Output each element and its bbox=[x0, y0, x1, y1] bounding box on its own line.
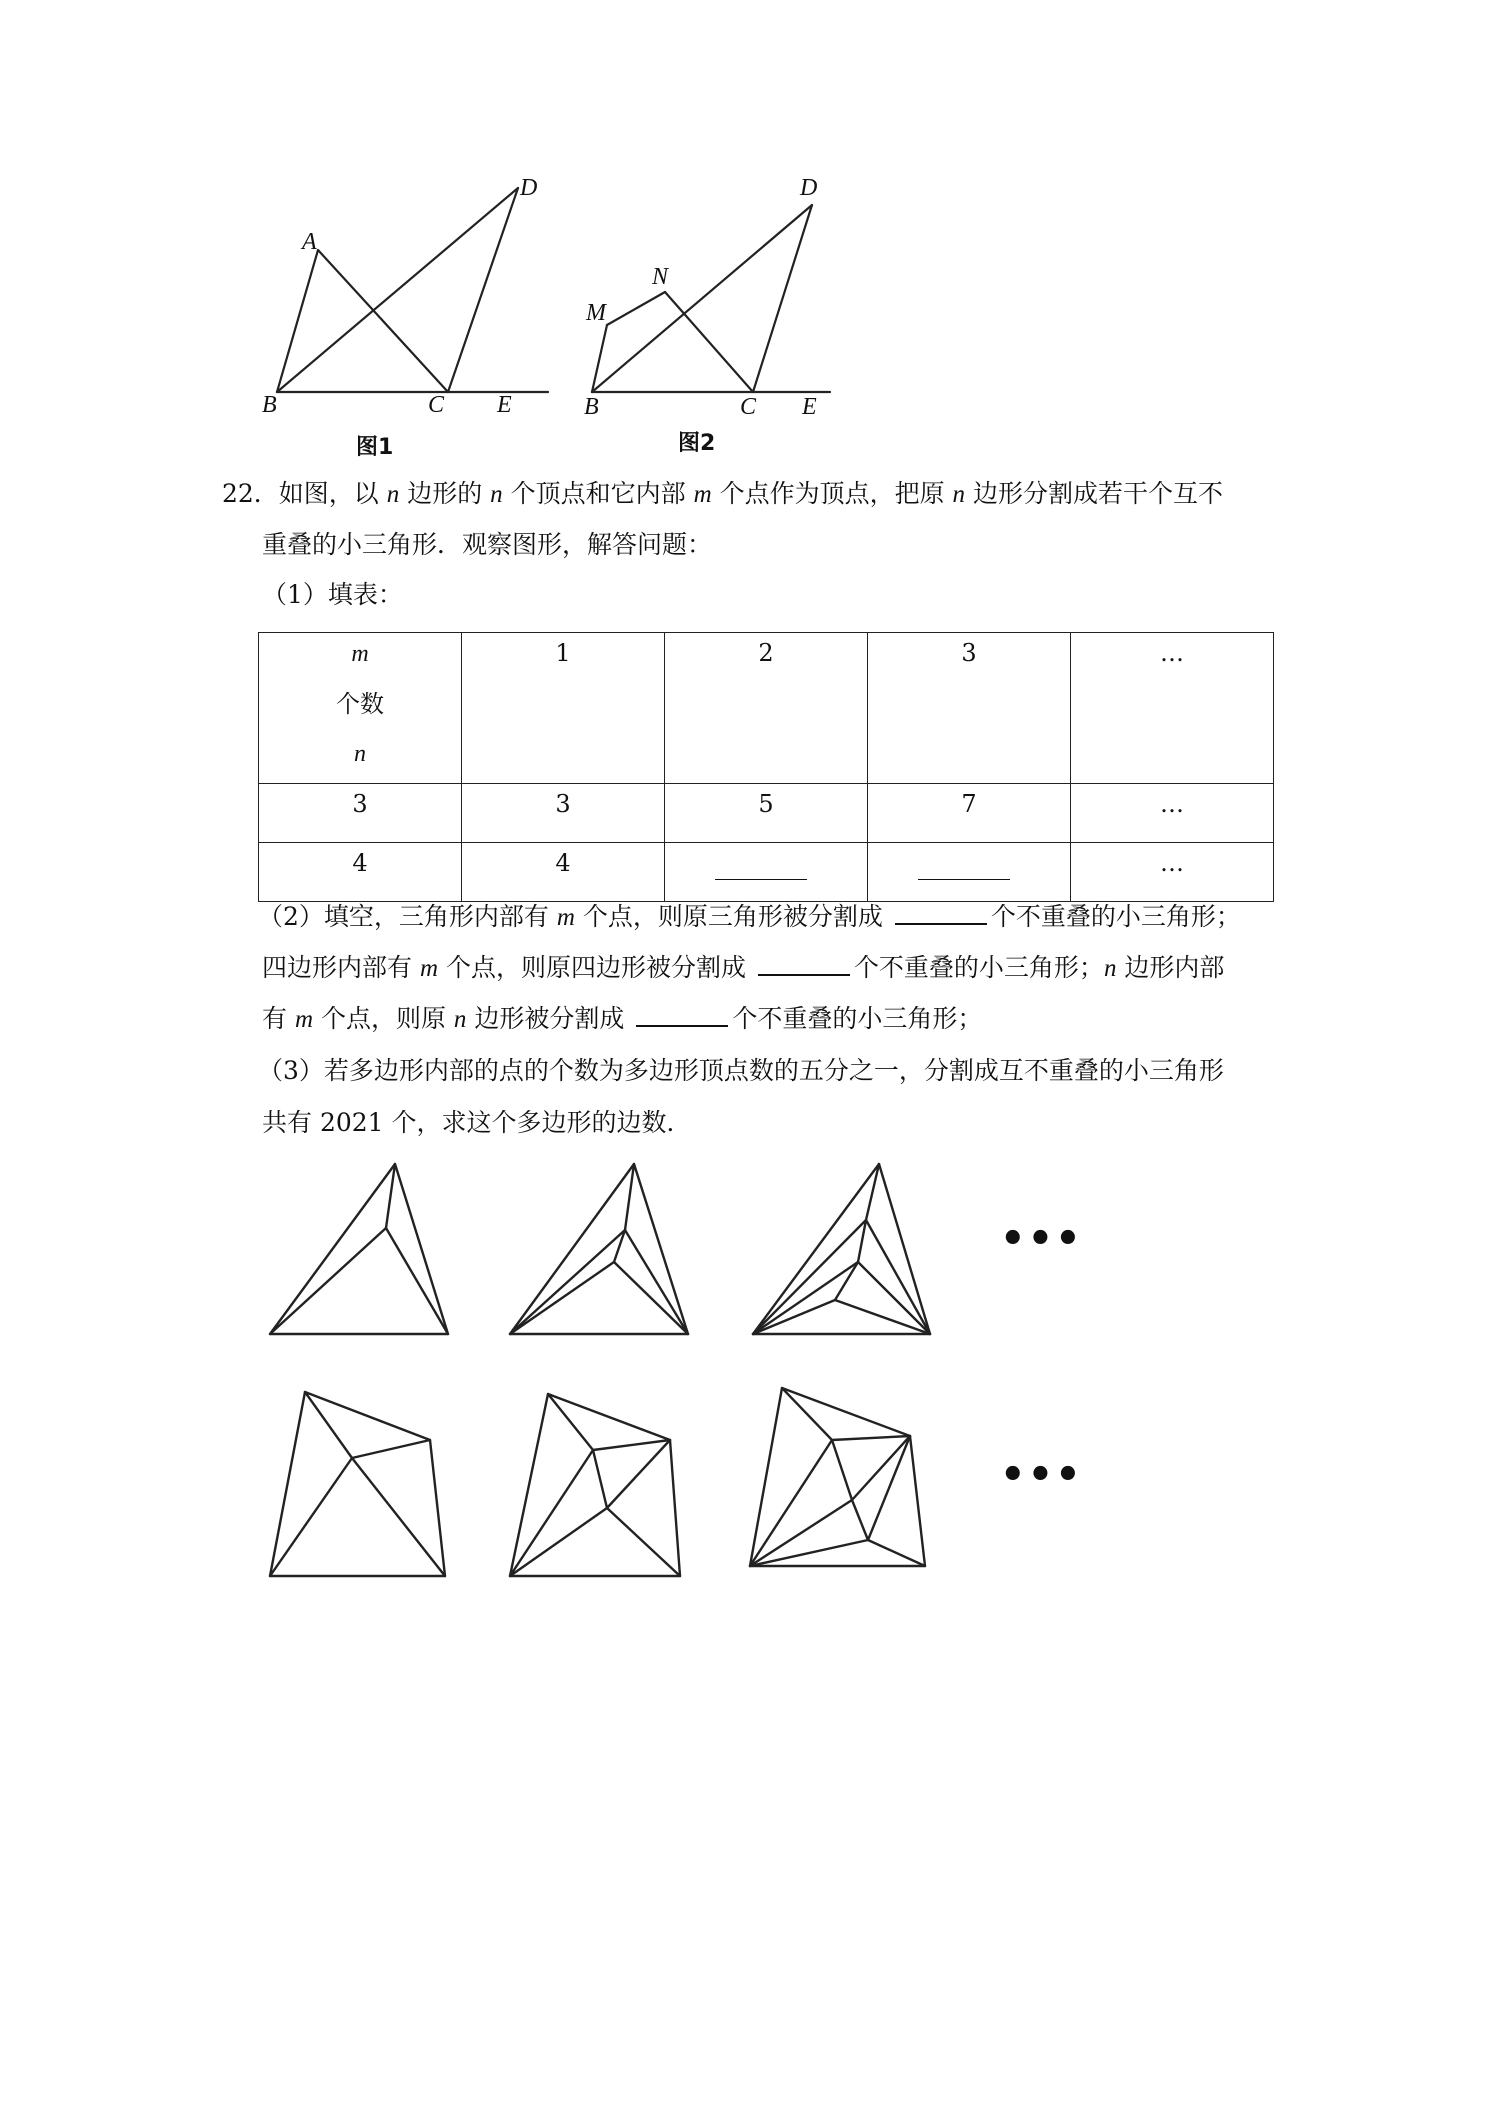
fig1-label-d: D bbox=[520, 175, 538, 201]
fig2-label-d: D bbox=[800, 175, 818, 201]
part2-text: 个点，则原 bbox=[313, 1004, 454, 1033]
header-n: n bbox=[354, 741, 366, 767]
triangle-m3 bbox=[753, 1164, 930, 1334]
part2-text: 个点，则原四边形被分割成 bbox=[438, 953, 754, 982]
fig1-caption: 图1 bbox=[356, 435, 394, 460]
var-n: n bbox=[490, 481, 503, 508]
header-value: … bbox=[1160, 639, 1184, 667]
triangle-m2 bbox=[510, 1164, 688, 1334]
var-m: m bbox=[556, 904, 575, 931]
part2-text: （2）填空，三角形内部有 bbox=[258, 902, 557, 931]
var-m: m bbox=[294, 1006, 314, 1033]
problem-text: 22．如图，以 bbox=[222, 479, 387, 508]
part2-text: 边形被分割成 bbox=[466, 1004, 633, 1033]
quadrilateral-m2 bbox=[510, 1394, 680, 1576]
header-value: 3 bbox=[961, 639, 977, 667]
cell-value: 4 bbox=[555, 849, 571, 877]
part1-heading: （1）填表： bbox=[262, 580, 403, 609]
fig1-label-b: B bbox=[262, 392, 277, 418]
problem-text: 边形分割成若干个互不 bbox=[965, 479, 1223, 508]
fig2-label-c: C bbox=[740, 394, 757, 420]
part2-text: 边形内部 bbox=[1116, 953, 1225, 982]
part2-text: 个不重叠的小三角形； bbox=[990, 902, 1241, 931]
cell-value: 5 bbox=[758, 790, 774, 818]
cell-value: … bbox=[1160, 790, 1184, 818]
problem-text: 边形的 bbox=[399, 479, 491, 508]
part2-text: 个点，则原三角形被分割成 bbox=[574, 902, 891, 931]
var-n: n bbox=[453, 1006, 467, 1033]
header-value: 2 bbox=[758, 639, 774, 667]
var-n: n bbox=[386, 481, 400, 508]
part2-text: 个不重叠的小三角形； bbox=[853, 953, 1104, 982]
part3-line-2: 共有 2021 个，求这个多边形的边数． bbox=[262, 1108, 692, 1137]
part2-text: 个不重叠的小三角形； bbox=[732, 1004, 983, 1033]
fig2-caption: 图2 bbox=[678, 431, 716, 456]
problem-text: 个点作为顶点，把原 bbox=[711, 479, 953, 508]
var-n: n bbox=[1103, 955, 1117, 982]
ellipsis-row-1: ••• bbox=[1000, 1216, 1083, 1262]
cell-value: 4 bbox=[352, 849, 368, 877]
quadrilateral-m1 bbox=[270, 1392, 445, 1576]
header-m: m bbox=[351, 641, 369, 667]
triangle-m1 bbox=[270, 1164, 448, 1334]
fig2-label-b: B bbox=[584, 394, 599, 420]
ellipsis-row-2: ••• bbox=[1000, 1452, 1083, 1498]
cell-value: 3 bbox=[555, 790, 571, 818]
header-count: 个数 bbox=[336, 690, 384, 718]
fig1-label-a: A bbox=[302, 229, 317, 255]
cell-value: 7 bbox=[961, 790, 977, 818]
fig1-label-e: E bbox=[497, 392, 512, 418]
problem-text: 个顶点和它内部 bbox=[502, 479, 694, 508]
fig2-label-e: E bbox=[802, 394, 817, 420]
var-m: m bbox=[693, 481, 712, 508]
fig1-label-c: C bbox=[428, 392, 445, 418]
problem-line-2: 重叠的小三角形．观察图形，解答问题： bbox=[262, 530, 713, 559]
var-m: m bbox=[419, 955, 439, 982]
header-value: 1 bbox=[555, 639, 571, 667]
quadrilateral-m3 bbox=[750, 1388, 925, 1566]
fig2-label-m: M bbox=[586, 300, 606, 326]
cell-value: … bbox=[1160, 849, 1184, 877]
part2-text: 四边形内部有 bbox=[262, 953, 420, 982]
part2-text: 有 bbox=[262, 1004, 295, 1033]
var-n: n bbox=[952, 481, 966, 508]
cell-value: 3 bbox=[352, 790, 368, 818]
fig2-label-n: N bbox=[652, 264, 669, 290]
part3-line-1: （3）若多边形内部的点的个数为多边形顶点数的五分之一，分割成互不重叠的小三角形 bbox=[258, 1056, 1224, 1085]
